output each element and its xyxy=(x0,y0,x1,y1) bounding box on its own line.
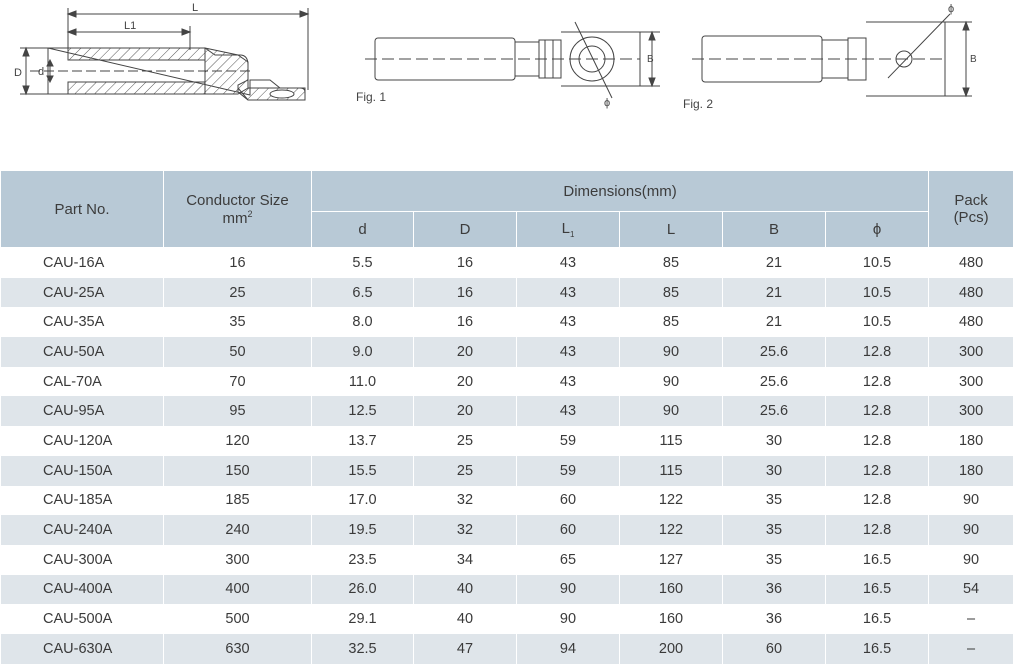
cell-B: 35 xyxy=(723,515,826,545)
cell-d: 9.0 xyxy=(312,337,414,367)
cell-D: 25 xyxy=(414,456,517,486)
cell-pack: 300 xyxy=(929,367,1013,397)
cell-part-no: CAU-400A xyxy=(1,575,164,605)
cell-phi: 16.5 xyxy=(826,575,929,605)
cell-D: 32 xyxy=(414,515,517,545)
fig1-dim-phi-label: ϕ xyxy=(604,97,611,109)
cell-part-no: CAL-70A xyxy=(1,367,164,397)
fig1-drawing xyxy=(365,22,660,109)
cell-pack: 180 xyxy=(929,426,1013,456)
cell-L1: 43 xyxy=(517,307,620,337)
fig2-dim-B-label: B xyxy=(970,54,977,65)
header-pack: Pack (Pcs) xyxy=(929,171,1013,248)
cell-L: 90 xyxy=(620,337,723,367)
header-D: D xyxy=(414,212,517,248)
cell-part-no: CAU-35A xyxy=(1,307,164,337)
table-row xyxy=(1,307,1013,337)
cell-conductor-size: 16 xyxy=(164,248,312,278)
cell-phi: 10.5 xyxy=(826,248,929,278)
table-body xyxy=(1,248,1013,664)
header-dimensions: Dimensions(mm) xyxy=(312,171,929,212)
cell-pack: 300 xyxy=(929,337,1013,367)
cell-L1: 43 xyxy=(517,396,620,426)
cell-L: 160 xyxy=(620,604,723,634)
header-phi: ϕ xyxy=(826,212,929,248)
cell-pack: 180 xyxy=(929,456,1013,486)
cell-d: 32.5 xyxy=(312,634,414,664)
cell-L: 122 xyxy=(620,486,723,516)
dim-d-label: d xyxy=(38,66,45,78)
cell-L: 90 xyxy=(620,396,723,426)
technical-drawings xyxy=(0,0,1013,170)
dim-D-label: D xyxy=(14,67,22,79)
cell-D: 25 xyxy=(414,426,517,456)
cell-L1: 43 xyxy=(517,248,620,278)
cell-L1: 65 xyxy=(517,545,620,575)
cell-phi: 12.8 xyxy=(826,337,929,367)
cell-conductor-size: 70 xyxy=(164,367,312,397)
cell-phi: 10.5 xyxy=(826,278,929,308)
table-row xyxy=(1,337,1013,367)
cell-L1: 43 xyxy=(517,278,620,308)
cell-D: 16 xyxy=(414,278,517,308)
cell-part-no: CAU-185A xyxy=(1,486,164,516)
header-d: d xyxy=(312,212,414,248)
cell-L: 160 xyxy=(620,575,723,605)
cell-part-no: CAU-630A xyxy=(1,634,164,664)
fig2-label: Fig. 2 xyxy=(683,97,714,111)
cell-B: 25.6 xyxy=(723,396,826,426)
cell-B: 60 xyxy=(723,634,826,664)
cell-L: 127 xyxy=(620,545,723,575)
cell-d: 15.5 xyxy=(312,456,414,486)
cell-B: 35 xyxy=(723,486,826,516)
cell-conductor-size: 185 xyxy=(164,486,312,516)
table-row xyxy=(1,575,1013,605)
table-row xyxy=(1,248,1013,278)
cell-conductor-size: 500 xyxy=(164,604,312,634)
cell-phi: 16.5 xyxy=(826,634,929,664)
cell-L: 85 xyxy=(620,248,723,278)
cell-D: 40 xyxy=(414,575,517,605)
cell-pack: 90 xyxy=(929,545,1013,575)
cell-L: 85 xyxy=(620,278,723,308)
cell-B: 30 xyxy=(723,426,826,456)
table-row xyxy=(1,367,1013,397)
cell-L: 115 xyxy=(620,456,723,486)
cell-D: 16 xyxy=(414,307,517,337)
table-row xyxy=(1,456,1013,486)
cell-pack: 54 xyxy=(929,575,1013,605)
cell-L1: 59 xyxy=(517,456,620,486)
cell-conductor-size: 120 xyxy=(164,426,312,456)
cell-phi: 16.5 xyxy=(826,604,929,634)
cell-conductor-size: 400 xyxy=(164,575,312,605)
cell-L1: 59 xyxy=(517,426,620,456)
table-row xyxy=(1,545,1013,575)
spec-table xyxy=(0,170,1013,664)
table-row xyxy=(1,634,1013,664)
cell-pack: 480 xyxy=(929,278,1013,308)
cell-part-no: CAU-50A xyxy=(1,337,164,367)
cell-part-no: CAU-95A xyxy=(1,396,164,426)
cell-L1: 43 xyxy=(517,337,620,367)
cell-part-no: CAU-500A xyxy=(1,604,164,634)
cell-B: 21 xyxy=(723,278,826,308)
cell-pack: – xyxy=(929,604,1013,634)
header-B: B xyxy=(723,212,826,248)
cell-d: 8.0 xyxy=(312,307,414,337)
fig1-dim-B-label: B xyxy=(647,54,654,65)
cell-d: 5.5 xyxy=(312,248,414,278)
cell-phi: 16.5 xyxy=(826,545,929,575)
header-L1: $L_1$ xyxy=(517,212,620,248)
header-part-no: Part No. xyxy=(1,171,164,248)
cell-conductor-size: 150 xyxy=(164,456,312,486)
cell-D: 40 xyxy=(414,604,517,634)
cell-phi: 12.8 xyxy=(826,426,929,456)
cell-conductor-size: 25 xyxy=(164,278,312,308)
fig2-dim-phi-label: ϕ xyxy=(948,3,955,15)
header-conductor-size: Conductor Size $mm^2$ xyxy=(164,171,312,248)
cell-phi: 12.8 xyxy=(826,515,929,545)
cell-L1: 60 xyxy=(517,515,620,545)
cell-D: 20 xyxy=(414,367,517,397)
cell-D: 16 xyxy=(414,248,517,278)
cell-conductor-size: 95 xyxy=(164,396,312,426)
cell-D: 32 xyxy=(414,486,517,516)
cell-B: 36 xyxy=(723,575,826,605)
cell-phi: 12.8 xyxy=(826,456,929,486)
cell-part-no: CAU-120A xyxy=(1,426,164,456)
header-L: L xyxy=(620,212,723,248)
cell-phi: 12.8 xyxy=(826,367,929,397)
cell-conductor-size: 35 xyxy=(164,307,312,337)
cell-D: 34 xyxy=(414,545,517,575)
cell-d: 19.5 xyxy=(312,515,414,545)
cell-pack: 90 xyxy=(929,515,1013,545)
cell-B: 21 xyxy=(723,307,826,337)
cell-L: 90 xyxy=(620,367,723,397)
cell-part-no: CAU-150A xyxy=(1,456,164,486)
cell-d: 12.5 xyxy=(312,396,414,426)
cell-part-no: CAU-240A xyxy=(1,515,164,545)
dim-L-label: L xyxy=(192,2,199,14)
spec-table-container xyxy=(0,170,1013,670)
table-row xyxy=(1,604,1013,634)
cell-D: 20 xyxy=(414,396,517,426)
cell-part-no: CAU-25A xyxy=(1,278,164,308)
cell-B: 25.6 xyxy=(723,337,826,367)
cell-phi: 12.8 xyxy=(826,486,929,516)
table-row xyxy=(1,515,1013,545)
cell-B: 21 xyxy=(723,248,826,278)
cell-phi: 12.8 xyxy=(826,396,929,426)
cell-phi: 10.5 xyxy=(826,307,929,337)
cell-pack: 90 xyxy=(929,486,1013,516)
cell-D: 20 xyxy=(414,337,517,367)
cell-B: 36 xyxy=(723,604,826,634)
cell-d: 29.1 xyxy=(312,604,414,634)
cell-conductor-size: 630 xyxy=(164,634,312,664)
cell-conductor-size: 240 xyxy=(164,515,312,545)
cell-L1: 90 xyxy=(517,575,620,605)
cell-L: 200 xyxy=(620,634,723,664)
table-row xyxy=(1,396,1013,426)
fig2-drawing xyxy=(692,3,977,96)
cell-part-no: CAU-16A xyxy=(1,248,164,278)
cell-L: 85 xyxy=(620,307,723,337)
cell-pack: – xyxy=(929,634,1013,664)
cell-d: 13.7 xyxy=(312,426,414,456)
table-row xyxy=(1,278,1013,308)
table-row xyxy=(1,486,1013,516)
cell-D: 47 xyxy=(414,634,517,664)
cell-conductor-size: 50 xyxy=(164,337,312,367)
cell-B: 30 xyxy=(723,456,826,486)
table-row xyxy=(1,426,1013,456)
cell-part-no: CAU-300A xyxy=(1,545,164,575)
cell-L: 122 xyxy=(620,515,723,545)
cell-d: 11.0 xyxy=(312,367,414,397)
cell-L: 115 xyxy=(620,426,723,456)
cell-d: 23.5 xyxy=(312,545,414,575)
cell-L1: 43 xyxy=(517,367,620,397)
cell-L1: 94 xyxy=(517,634,620,664)
cell-d: 6.5 xyxy=(312,278,414,308)
cell-pack: 480 xyxy=(929,307,1013,337)
fig1-label: Fig. 1 xyxy=(356,90,387,104)
cell-pack: 480 xyxy=(929,248,1013,278)
cell-pack: 300 xyxy=(929,396,1013,426)
section-view-drawing xyxy=(14,2,308,100)
cell-conductor-size: 300 xyxy=(164,545,312,575)
dim-L1-label: L1 xyxy=(124,20,137,32)
cell-d: 17.0 xyxy=(312,486,414,516)
cell-L1: 90 xyxy=(517,604,620,634)
cell-B: 25.6 xyxy=(723,367,826,397)
cell-L1: 60 xyxy=(517,486,620,516)
cell-d: 26.0 xyxy=(312,575,414,605)
cell-B: 35 xyxy=(723,545,826,575)
